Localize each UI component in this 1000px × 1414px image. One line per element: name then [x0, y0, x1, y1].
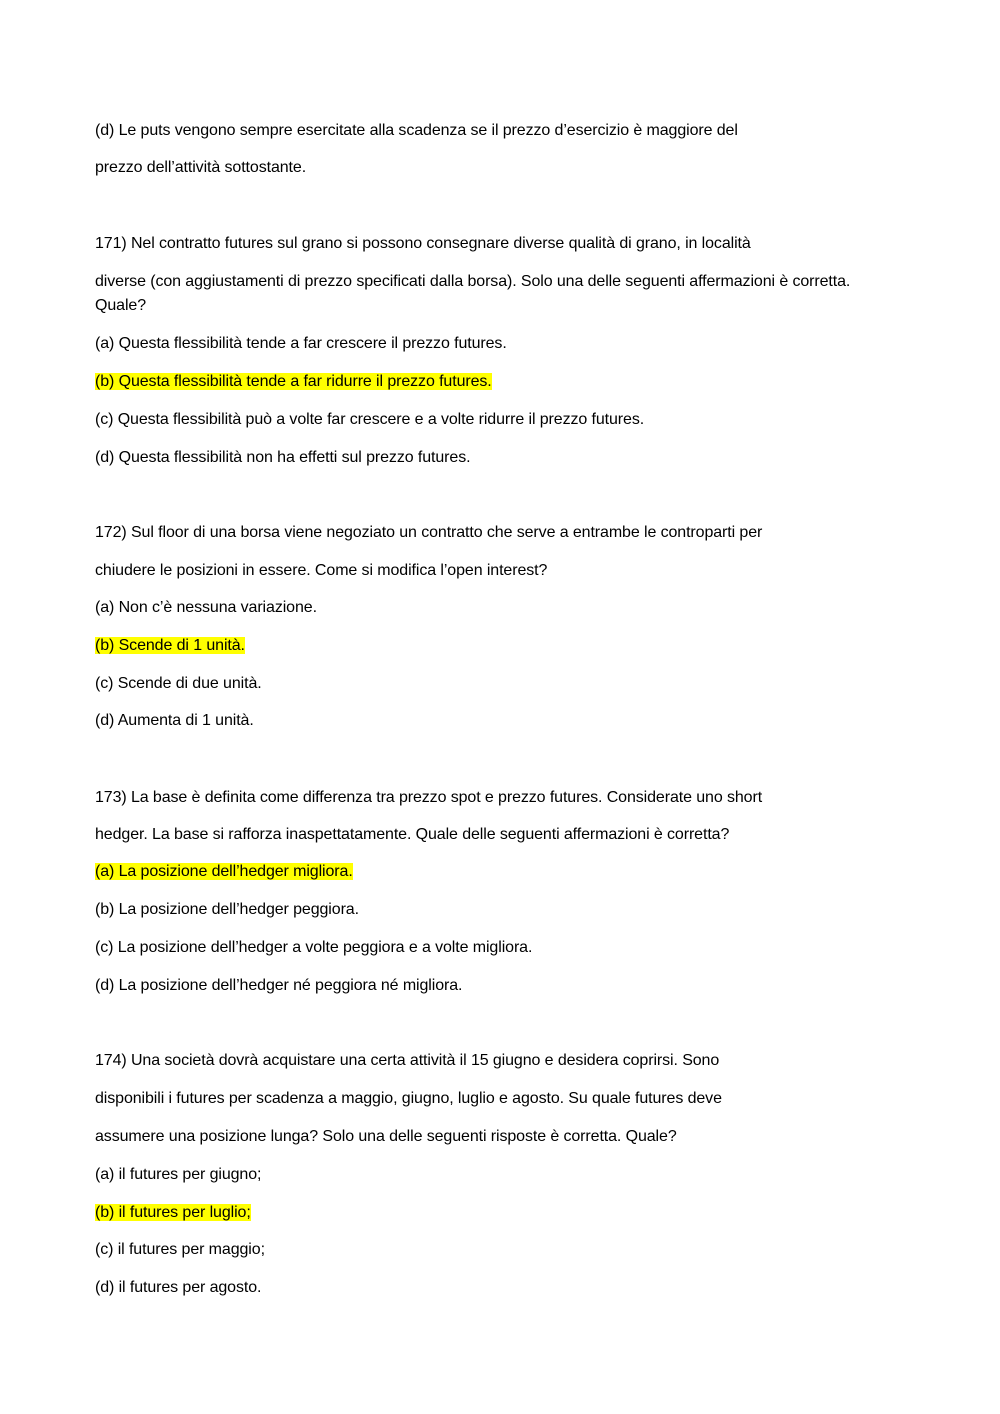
q173-option-c: (c) La posizione dell’hedger a volte peggiora e a volte migliora. — [95, 939, 533, 956]
q173-option-d: (d) La posizione dell’hedger né peggiora né migliora. — [95, 977, 463, 994]
prev-option-d-line-2: prezzo dell’attività sottostante. — [95, 159, 307, 176]
q174-option-c: (c) il futures per maggio; — [95, 1241, 265, 1258]
q174-option-d: (d) il futures per agosto. — [95, 1279, 262, 1296]
q174-option-b-highlighted — [95, 1203, 251, 1223]
q172-text-line-2: chiudere le posizioni in essere. Come si modifica l’open interest? — [95, 562, 548, 579]
q171-option-a: (a) Questa flessibilità tende a far crescere il prezzo futures. — [95, 335, 507, 352]
q172-option-b-highlighted — [95, 636, 245, 656]
answer-highlight: (b) Questa flessibilità tende a far ridurre il prezzo futures. — [95, 373, 492, 390]
q173-option-a-highlighted — [95, 862, 353, 882]
q172-option-c: (c) Scende di due unità. — [95, 675, 262, 692]
answer-highlight: (a) La posizione dell’hedger migliora. — [95, 863, 353, 880]
q171-text-line-2: diverse (con aggiustamenti di prezzo specificati dalla borsa). Solo una delle seguenti affermazioni è corretta. — [95, 273, 851, 290]
answer-highlight: (b) il futures per luglio; — [95, 1204, 251, 1221]
prev-option-d-line-1: (d) Le puts vengono sempre esercitate alla scadenza se il prezzo d’esercizio è maggiore del — [95, 122, 738, 139]
q173-text-line-1: 173) La base è definita come differenza tra prezzo spot e prezzo futures. Considerate uno short — [95, 789, 763, 806]
q173-text-line-2: hedger. La base si rafforza inaspettatamente. Quale delle seguenti affermazioni è corretta? — [95, 826, 730, 843]
q171-text-line-3: Quale? — [95, 297, 146, 314]
q172-option-d: (d) Aumenta di 1 unità. — [95, 712, 254, 729]
q172-text-line-1: 172) Sul floor di una borsa viene negoziato un contratto che serve a entrambe le controparti per — [95, 524, 763, 541]
q171-option-d: (d) Questa flessibilità non ha effetti sul prezzo futures. — [95, 449, 471, 466]
q174-option-a: (a) il futures per giugno; — [95, 1166, 262, 1183]
q174-text-line-1: 174) Una società dovrà acquistare una certa attività il 15 giugno e desidera coprirsi. Sono — [95, 1052, 720, 1069]
q173-option-b: (b) La posizione dell’hedger peggiora. — [95, 901, 359, 918]
q172-option-a: (a) Non c’è nessuna variazione. — [95, 599, 317, 616]
q174-text-line-3: assumere una posizione lunga? Solo una delle seguenti risposte è corretta. Quale? — [95, 1128, 677, 1145]
answer-highlight: (b) Scende di 1 unità. — [95, 637, 245, 654]
q174-text-line-2: disponibili i futures per scadenza a maggio, giugno, luglio e agosto. Su quale futures deve — [95, 1090, 722, 1107]
q171-text-line-1: 171) Nel contratto futures sul grano si possono consegnare diverse qualità di grano, in località — [95, 235, 751, 252]
q171-option-c: (c) Questa flessibilità può a volte far crescere e a volte ridurre il prezzo futures. — [95, 411, 645, 428]
q171-option-b-highlighted — [95, 372, 492, 392]
